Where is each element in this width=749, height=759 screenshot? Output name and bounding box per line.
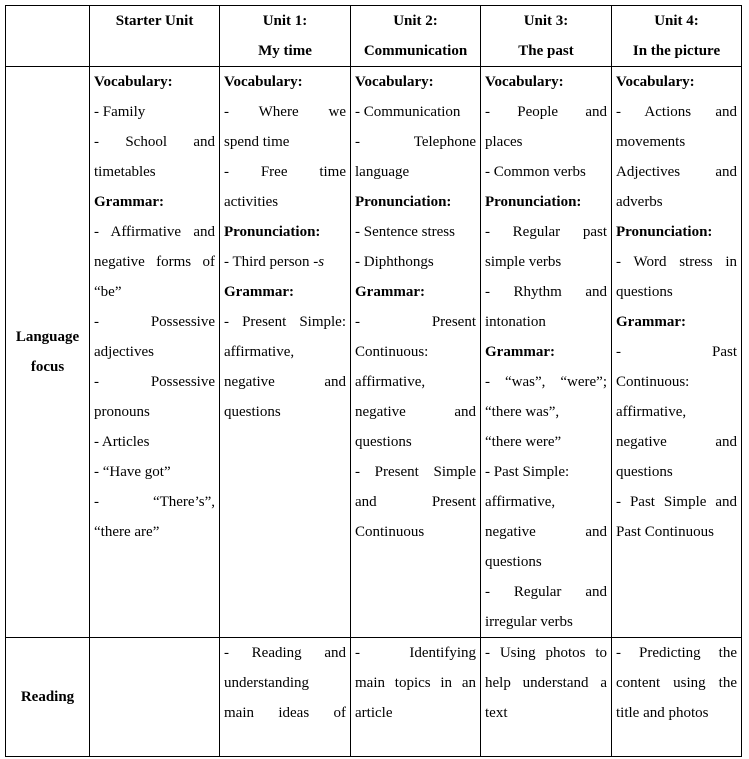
cell-text-line: “there are” — [94, 524, 160, 540]
cell-text-line: - Past — [616, 344, 737, 360]
language-focus-row — [6, 67, 742, 638]
cell-text-line: - People and — [485, 104, 607, 120]
cell-text-line: affirmative, — [616, 404, 687, 420]
header-unit-title: In the picture — [632, 43, 721, 59]
cell-text-line: - Regular past — [485, 224, 607, 240]
header-unit-3 — [481, 6, 612, 67]
cell-text-line: - “There’s”, — [94, 494, 215, 510]
cell-text-line: - Present Simple: — [224, 314, 346, 330]
cell-text-line: Continuous: — [616, 374, 690, 390]
language-focus-starter-cell — [90, 67, 220, 638]
cell-text-line: - Past Simple: — [485, 464, 570, 480]
cell-text-line: questions — [485, 554, 542, 570]
syllabus-table — [5, 5, 742, 757]
header-unit-number: Unit 3: — [523, 13, 569, 29]
section-heading: Vocabulary: — [616, 74, 695, 90]
cell-text-line: - Third person -s — [224, 254, 325, 270]
cell-text-line: “there was”, — [485, 404, 560, 420]
cell-text-line: - Word stress in — [616, 254, 737, 270]
cell-text-line: - Identifying — [355, 645, 476, 661]
header-unit-number: Unit 1: — [262, 13, 308, 29]
cell-text-line: - Regular and — [485, 584, 607, 600]
language-focus-unit-3-cell — [481, 67, 612, 638]
cell-text-line: understanding — [224, 675, 309, 691]
cell-text-line: affirmative, — [224, 344, 295, 360]
header-unit-2 — [351, 6, 481, 67]
section-heading: Vocabulary: — [224, 74, 303, 90]
cell-text-line: “there were” — [485, 434, 562, 450]
cell-text-line: adverbs — [616, 194, 663, 210]
cell-text-line: questions — [616, 464, 673, 480]
cell-text-line: irregular verbs — [485, 614, 573, 630]
row-label-line: focus — [30, 359, 65, 375]
cell-text-line: - Family — [94, 104, 146, 120]
cell-text-line: - Articles — [94, 434, 150, 450]
header-unit-title: My time — [258, 43, 312, 59]
language-focus-unit-4-cell — [612, 67, 742, 638]
language-focus-unit-1-cell — [220, 67, 351, 638]
corner-cell — [6, 6, 90, 67]
section-heading: Grammar: — [355, 284, 425, 300]
cell-text-line: help understand a — [485, 675, 607, 691]
cell-text-line: - Telephone — [355, 134, 476, 150]
cell-text-line: questions — [355, 434, 412, 450]
cell-text-line: affirmative, — [485, 494, 556, 510]
cell-text-line: - Present Simple — [355, 464, 476, 480]
cell-text-line: movements — [616, 134, 686, 150]
cell-text-line: - “was”, “were”; — [485, 374, 607, 390]
section-heading: Pronunciation: — [224, 224, 321, 240]
reading-unit-3-cell — [481, 638, 612, 757]
cell-text-line: Past Continuous — [616, 524, 714, 540]
cell-text-line: negative and — [355, 404, 476, 420]
cell-text-line: adjectives — [94, 344, 154, 360]
row-label-reading — [6, 638, 90, 757]
section-heading: Grammar: — [94, 194, 164, 210]
cell-text-line: - Where we — [224, 104, 346, 120]
cell-text-line: places — [485, 134, 523, 150]
cell-text-line: text — [485, 705, 508, 721]
cell-text-line: - Rhythm and — [485, 284, 607, 300]
row-label-line: Language — [15, 329, 80, 345]
cell-text-line: “be” — [94, 284, 122, 300]
language-focus-unit-2-cell — [351, 67, 481, 638]
section-heading: Vocabulary: — [94, 74, 173, 90]
section-heading: Pronunciation: — [485, 194, 582, 210]
cell-text-line: negative forms of — [94, 254, 215, 270]
cell-text-line: Continuous — [355, 524, 425, 540]
cell-text-line: - Affirmative and — [94, 224, 215, 240]
cell-text-line: and Present — [355, 494, 476, 510]
row-label-language-focus — [6, 67, 90, 638]
reading-row — [6, 638, 742, 757]
section-heading: Pronunciation: — [355, 194, 452, 210]
cell-text-line: - Past Simple and — [616, 494, 737, 510]
reading-unit-2-cell — [351, 638, 481, 757]
cell-text-line: intonation — [485, 314, 546, 330]
section-heading: Vocabulary: — [485, 74, 564, 90]
header-unit-title: The past — [518, 43, 574, 59]
cell-text-line: main topics in an — [355, 675, 476, 691]
cell-text-line: questions — [224, 404, 281, 420]
cell-text-line: - Predicting the — [616, 645, 737, 661]
cell-text-line: - Possessive — [94, 314, 215, 330]
header-unit-number: Unit 2: — [393, 13, 438, 29]
cell-text-line: timetables — [94, 164, 156, 180]
cell-text-line: title and photos — [616, 705, 709, 721]
cell-text-line: questions — [616, 284, 673, 300]
cell-text-line: language — [355, 164, 410, 180]
section-heading: Grammar: — [224, 284, 294, 300]
cell-text-line: - Actions and — [616, 104, 737, 120]
section-heading: Pronunciation: — [616, 224, 713, 240]
cell-text-line: - School and — [94, 134, 215, 150]
cell-text-line: simple verbs — [485, 254, 562, 270]
cell-text-line: negative and — [616, 434, 737, 450]
section-heading: Vocabulary: — [355, 74, 434, 90]
cell-text-line: article — [355, 705, 393, 721]
header-unit-title: Communication — [363, 43, 468, 59]
cell-text-line: - Communication — [355, 104, 461, 120]
cell-text-line: - Using photos to — [485, 645, 607, 661]
section-heading: Grammar: — [616, 314, 686, 330]
header-starter-unit — [90, 6, 220, 67]
cell-text-line: content using the — [616, 675, 737, 691]
cell-text-line: affirmative, — [355, 374, 426, 390]
cell-text-line: Adjectives and — [616, 164, 737, 180]
reading-starter-cell — [90, 638, 220, 757]
cell-text-line: spend time — [224, 134, 290, 150]
header-title: Starter Unit — [115, 13, 194, 29]
cell-text-line: main ideas of — [224, 705, 346, 721]
cell-text-line: Continuous: — [355, 344, 429, 360]
cell-text-line: negative and — [224, 374, 346, 390]
cell-text-line: - Free time — [224, 164, 346, 180]
header-unit-4 — [612, 6, 742, 67]
cell-text-line: negative and — [485, 524, 607, 540]
cell-text-line: - “Have got” — [94, 464, 171, 480]
cell-text-line: - Sentence stress — [355, 224, 455, 240]
row-label-line: Reading — [20, 689, 75, 705]
reading-unit-1-cell — [220, 638, 351, 757]
reading-unit-4-cell — [612, 638, 742, 757]
cell-text-line: - Diphthongs — [355, 254, 434, 270]
cell-text-line: activities — [224, 194, 279, 210]
cell-text-line: - Common verbs — [485, 164, 586, 180]
cell-text-line: - Possessive — [94, 374, 215, 390]
header-row — [6, 6, 742, 67]
cell-text-line: pronouns — [94, 404, 150, 420]
header-unit-number: Unit 4: — [654, 13, 699, 29]
cell-text-line: - Reading and — [224, 645, 346, 661]
cell-text-line: - Present — [355, 314, 476, 330]
section-heading: Grammar: — [485, 344, 555, 360]
header-unit-1 — [220, 6, 351, 67]
